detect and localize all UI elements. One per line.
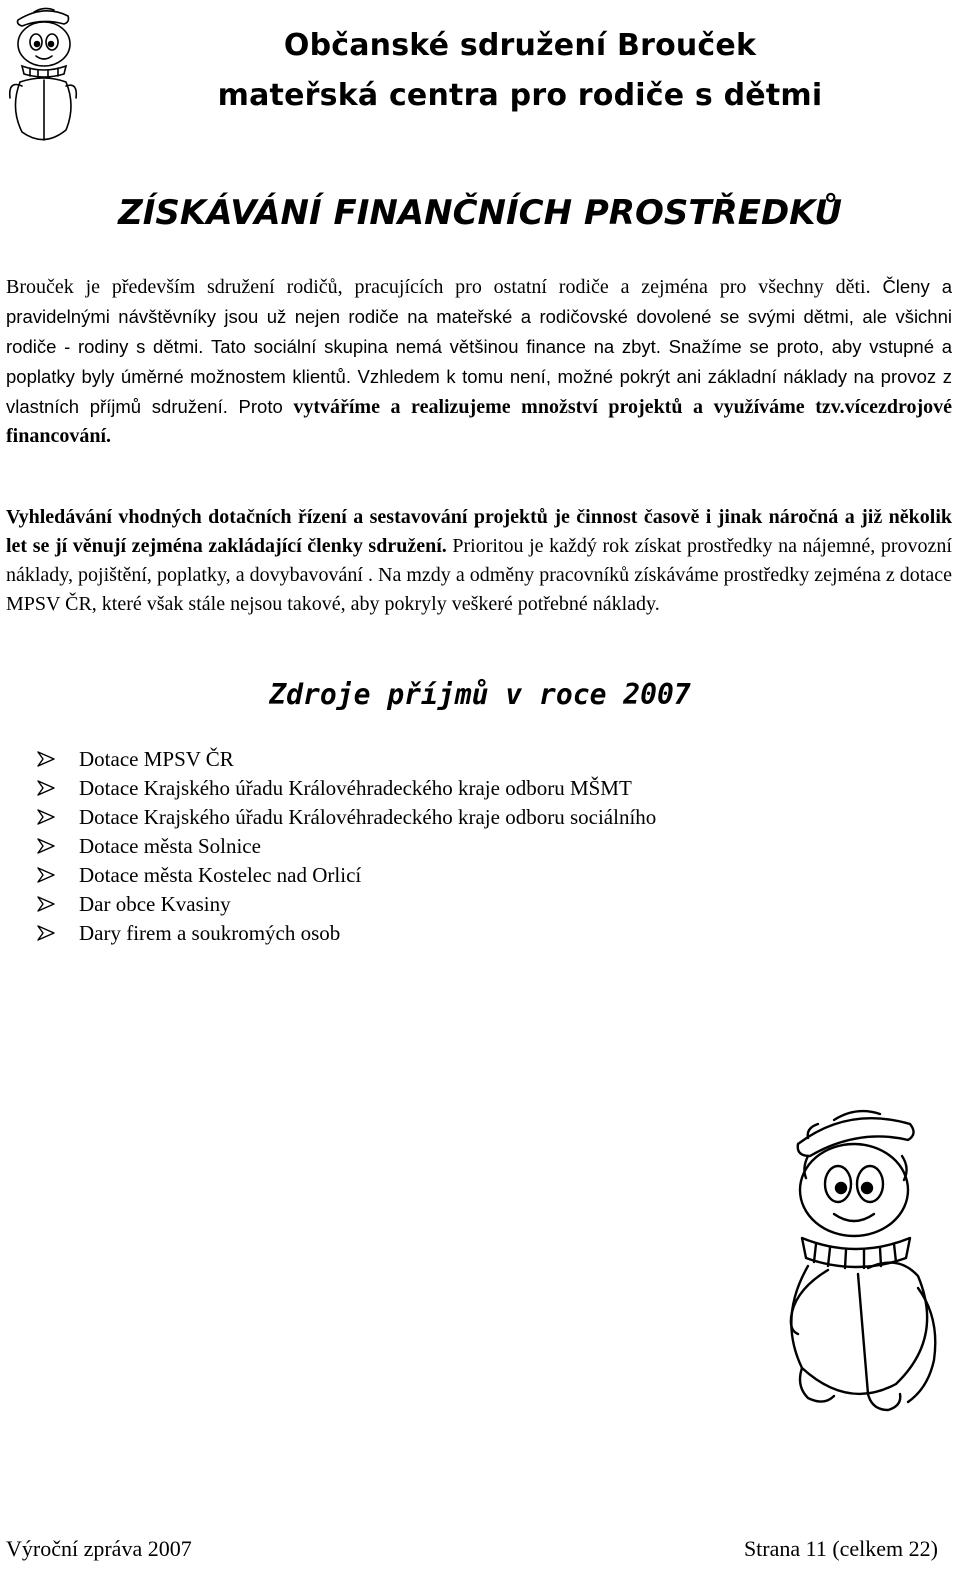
intro-text-2: Členy a pravidelnými návštěvníky jsou už nejen rodiče na mateřské a rodičovské dovolené se svými dětmi, ale všichni rodiče - rodiny s dětmi. xyxy=(6,276,952,357)
intro-paragraph xyxy=(6,272,952,451)
arrowhead-bullet-icon xyxy=(37,780,55,796)
list-item-label: Dotace města Kostelec nad Orlicí xyxy=(79,863,362,887)
arrowhead-bullet-icon xyxy=(37,867,55,883)
list-item xyxy=(34,745,656,774)
arrowhead-bullet-icon xyxy=(37,809,55,825)
sources-title: Zdroje příjmů v roce 2007 xyxy=(269,678,691,711)
list-item xyxy=(34,774,656,803)
list-item-label: Dotace města Solnice xyxy=(79,834,261,858)
arrowhead-bullet-icon xyxy=(37,838,55,854)
intro-text-bold: vytváříme a realizujeme množství projektů a využíváme tzv.vícezdrojové financování. xyxy=(6,396,952,447)
arrowhead-bullet-icon xyxy=(37,751,55,767)
intro-text-3: Tato sociální skupina nemá většinou finance na zbyt. Snažíme se proto, aby vstupné a poplatky byly úměrné možnostem klientů. Vzhledem k tomu není, možné pokrýt ani základní náklady na provoz z vlastních příjmů sdružení. Proto xyxy=(6,336,952,417)
funding-text-bold: Vyhledávání vhodných dotačních řízení a sestavování projektů je činnost časově i jinak náročná a již několik let se jí věnují zejména zakládající členky sdružení. xyxy=(6,506,952,557)
intro-text-1: Brouček je především sdružení rodičů, pracujících pro ostatní rodiče a zejména pro všechny děti. xyxy=(6,276,871,298)
footer-page-number: Strana 11 (celkem 22) xyxy=(743,1536,938,1561)
list-item xyxy=(34,861,656,890)
beetle-mascot-icon xyxy=(4,2,82,148)
beetle-mascot-icon xyxy=(768,1098,946,1420)
list-item-label: Dar obce Kvasiny xyxy=(79,892,231,916)
section-title: ZÍSKÁVÁNÍ FINANČNÍCH PROSTŘEDKŮ xyxy=(118,193,842,233)
arrowhead-bullet-icon xyxy=(37,896,55,912)
list-item xyxy=(34,919,656,948)
organization-name: Občanské sdružení Brouček xyxy=(283,28,757,63)
organization-subtitle: mateřská centra pro rodiče s dětmi xyxy=(217,78,823,113)
list-item xyxy=(34,803,656,832)
sources-list xyxy=(34,745,656,948)
funding-text: Prioritou je každý rok získat prostředky na nájemné, provozní náklady, pojištění, poplatky, a dovybavování . Na mzdy a odměny pracovníků získáváme prostředky zejména z dotace MPSV ČR, které však stále nejsou takové, aby pokryly veškeré potřebné náklady. xyxy=(6,535,952,615)
list-item xyxy=(34,832,656,861)
list-item-label: Dary firem a soukromých osob xyxy=(79,921,341,945)
list-item-label: Dotace Krajského úřadu Královéhradeckého kraje odboru sociálního xyxy=(79,805,657,829)
funding-paragraph xyxy=(6,503,952,619)
footer-report-title: Výroční zpráva 2007 xyxy=(6,1536,192,1561)
arrowhead-bullet-icon xyxy=(37,925,55,941)
list-item xyxy=(34,890,656,919)
list-item-label: Dotace MPSV ČR xyxy=(79,747,234,771)
list-item-label: Dotace Krajského úřadu Královéhradeckého kraje odboru MŠMT xyxy=(79,776,632,800)
